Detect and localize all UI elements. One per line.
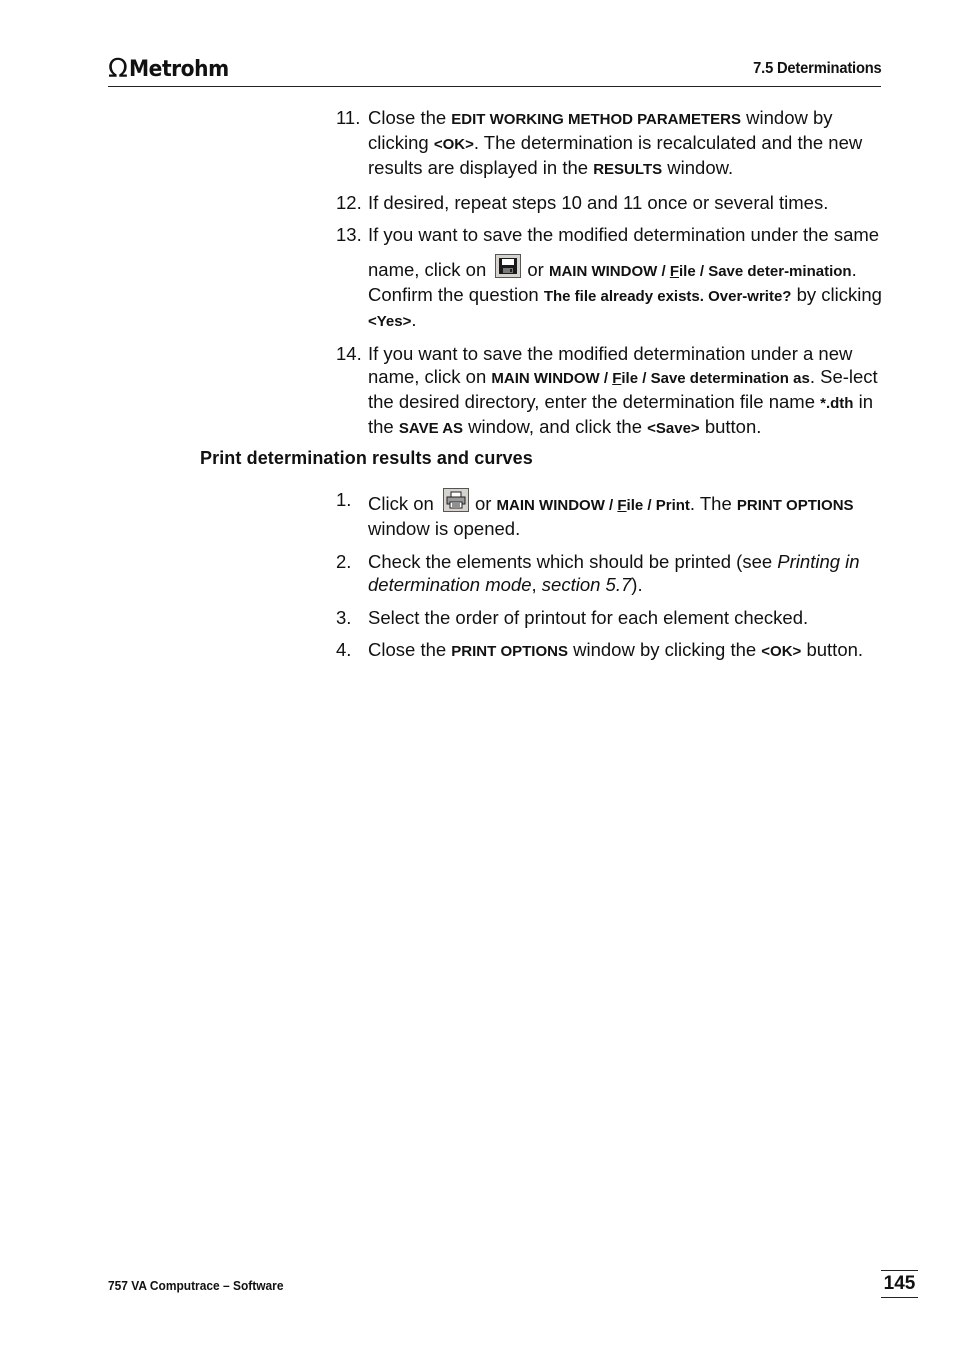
subsection-heading: Print determination results and curves: [200, 448, 533, 468]
menu-path: MAIN WINDOW: [548, 263, 658, 280]
step-number: 14.: [336, 343, 362, 364]
menu-path: MAIN WINDOW: [491, 370, 600, 387]
menu-item-ref: Print: [655, 497, 690, 514]
logo-text: Metrohm: [128, 56, 229, 82]
window-name: SAVE AS: [398, 420, 464, 437]
step-number: 4.: [336, 639, 352, 660]
section-heading: 7.5 Determinations: [753, 60, 882, 77]
metrohm-logo: [108, 55, 237, 83]
cross-reference: Printing in determination mode: [368, 551, 860, 595]
step-number: 13.: [336, 224, 362, 245]
button-ref: <Save>: [647, 420, 700, 437]
window-name: PRINT OPTIONS: [451, 643, 568, 660]
omega-logo-icon: Ω: [108, 54, 128, 84]
menu-path: MAIN WINDOW: [496, 497, 605, 514]
button-ref: <OK>: [761, 643, 802, 660]
list-item: 4. Close the PRINT OPTIONS window by clicking the <OK> button.: [336, 639, 864, 660]
button-ref: <Yes>: [368, 313, 412, 330]
footer-document-title: 757 VA Computrace – Software: [108, 1278, 284, 1293]
window-name: PRINT OPTIONS: [736, 497, 854, 514]
step-number: 3.: [336, 607, 352, 628]
window-name: EDIT WORKING METHOD PARAMETERS: [451, 111, 742, 128]
printer-icon[interactable]: [443, 488, 469, 512]
list-item: 3. Select the order of printout for each element checked.: [336, 607, 809, 628]
header-divider: [108, 86, 881, 87]
dialog-question: The file already exists. Over-write?: [543, 288, 792, 305]
button-ref: <OK>: [433, 136, 474, 153]
section-reference: section 5.7: [541, 574, 632, 595]
list-item: 11. Close the EDIT WORKING METHOD PARAMETERS window by clicking <OK>. The determination is recalculated and the new results are displayed in the RESULTS window.: [336, 107, 863, 178]
steps-list-print: [336, 488, 884, 663]
step-number: 1.: [336, 489, 352, 510]
step-number: 2.: [336, 551, 352, 572]
menu-item-ref: Save deter-mination: [708, 263, 852, 280]
file-pattern: *.dth: [820, 395, 854, 412]
step-number: 11.: [336, 107, 361, 128]
save-icon[interactable]: [495, 254, 521, 278]
list-item: 14. If you want to save the modified determination under a new name, click on MAIN WINDOW / File / Save determination as. Se-lect the desired directory, enter the determination file name *.dth in the SAVE AS window, and click the <Save> button.: [336, 343, 878, 437]
step-number: 12.: [336, 192, 362, 213]
list-item: 2. Check the elements which should be printed (see Printing in determination mode, section 5.7).: [336, 551, 860, 595]
page-number: 145: [881, 1270, 918, 1298]
steps-list-save: [336, 106, 884, 440]
list-item: 13. If you want to save the modified determination under the same name, click on or MAIN WINDOW / File / Save deter-mination. Confirm the question The file already exists. Over-write? by clicking <Yes>.: [336, 224, 882, 330]
menu-item-ref: Save determination as: [650, 370, 810, 387]
list-item: 12. If desired, repeat steps 10 and 11 once or several times.: [336, 192, 829, 213]
list-item: 1. Click on or MAIN WINDOW / File / Print. The PRINT OPTIONS window is opened.: [336, 489, 854, 539]
window-name: RESULTS: [593, 161, 663, 178]
